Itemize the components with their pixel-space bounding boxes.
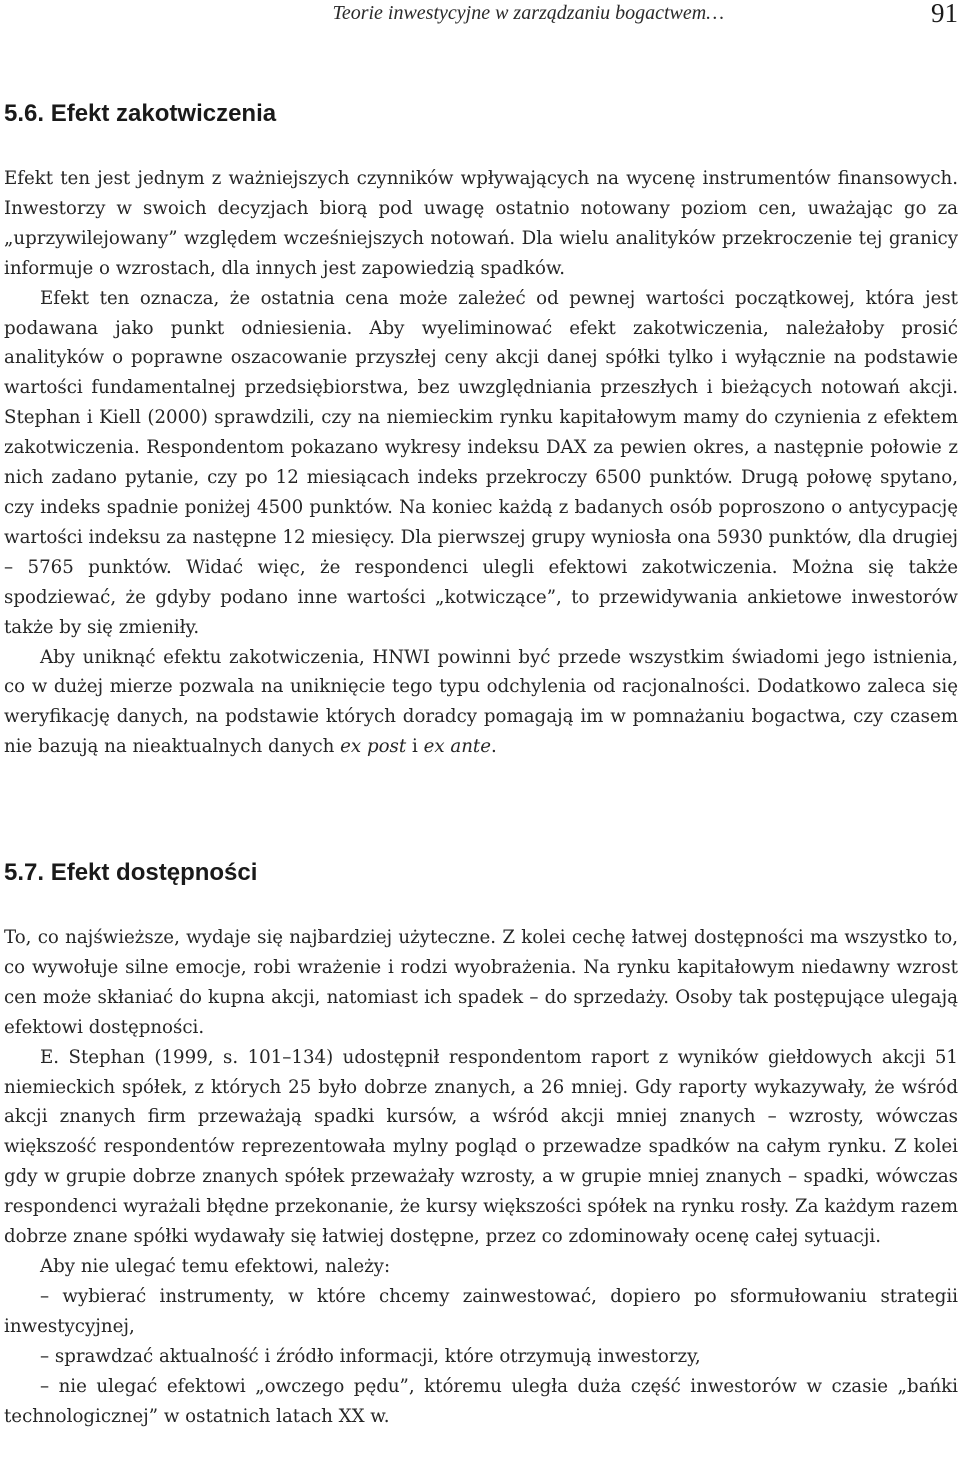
italic-term: ex ante xyxy=(423,736,492,758)
paragraph: E. Stephan (1999, s. 101–134) udostępnił respondentom raport z wyników giełdowych akcji 51 niemieckich spółek, z których 25 było dobrze znanych, a 26 mniej. Gdy raporty wykazywały, że wśród akcji znanych firm przeważają spadki kursów, a wśród akcji mniej znanych – wzrosty, wówczas większość respondentów reprezentowała mylny pogląd o przewadze spadków na całym rynku. Z kolei gdy w grupie dobrze znanych spółek przeważały wzrosty, a w grupie mniej znanych – spadki, wówczas respondenci wyrażali błędne przekonanie, że kursy większości spółek na rynku rosły. Za każdym razem dobrze znane spółki wydawały się łatwiej dostępne, przez co zdominowały ocenę całej sytuacji. xyxy=(4,1046,958,1248)
paragraph: Aby nie ulegać temu efektowi, należy: xyxy=(40,1255,391,1277)
section-heading-anchoring: 5.6. Efekt zakotwiczenia xyxy=(4,100,277,127)
paragraph-text: Aby uniknąć efektu zakotwiczenia, HNWI powinni być przede wszystkim świadomi jego istnienia, co w dużej mierze pozwala na uniknięcie tego typu odchylenia od racjonalności. Dodatkowo zaleca się weryfikację danych, na podstawie których doradcy pomagają im w pomnażaniu bogactwa, czy czasem nie bazują na nieaktualnych danych xyxy=(4,646,958,758)
list-item: – sprawdzać aktualność i źródło informacji, które otrzymują inwestorzy, xyxy=(40,1345,701,1367)
paragraph-text: . xyxy=(491,736,497,758)
page-number: 91 xyxy=(931,0,958,28)
running-title: Teorie inwestycyjne w zarządzaniu bogactwem… xyxy=(332,2,724,24)
section-heading-availability: 5.7. Efekt dostępności xyxy=(4,859,258,886)
running-head xyxy=(0,0,960,36)
list-item: – wybierać instrumenty, w które chcemy zainwestować, dopiero po sformułowaniu strategii inwestycyjnej, xyxy=(4,1285,958,1337)
section-body-anchoring xyxy=(4,164,958,762)
paragraph-text: i xyxy=(406,736,424,758)
list-item: – nie ulegać efektowi „owczego pędu”, któremu uległa duża część inwestorów w czasie „bańki technologicznej” w ostatnich latach XX w. xyxy=(4,1375,958,1427)
italic-term: ex post xyxy=(340,736,407,758)
paragraph: Efekt ten oznacza, że ostatnia cena może zależeć od pewnej wartości początkowej, która jest podawana jako punkt odniesienia. Aby wyeliminować efekt zakotwiczenia, należałoby prosić analityków o poprawne oszacowanie przyszłej ceny akcji danej spółki tylko i wyłącznie na podstawie wartości fundamentalnej przedsiębiorstwa, bez uwzględniania przeszłych i bieżących notowań akcji. Stephan i Kiell (2000) sprawdzili, czy na niemieckim rynku kapitałowym mamy do czynienia z efektem zakotwiczenia. Respondentom pokazano wykresy indeksu DAX za pewien okres, a następnie połowie z nich zadano pytanie, czy po 12 miesiącach indeks przekroczy 6500 punktów. Drugą połowę spytano, czy indeks spadnie poniżej 4500 punktów. Na koniec każdą z badanych osób poproszono o antycypację wartości indeksu za następne 12 miesięcy. Dla pierwszej grupy wyniosła ona 5930 punktów, dla drugiej – 5765 punktów. Widać więc, że respondenci ulegli efektowi zakotwiczenia. Można się także spodziewać, że gdyby podano inne wartości „kotwiczące”, to przewidywania ankietowe inwestorów także by się zmieniły. xyxy=(4,287,958,638)
paragraph: Efekt ten jest jednym z ważniejszych czynników wpływających na wycenę instrumentów finansowych. Inwestorzy w swoich decyzjach biorą pod uwagę ostatnio notowany poziom cen, uważając go za „uprzywilejowany” względem wcześniejszych notowań. Dla wielu analityków przekroczenie tej granicy informuje o wzrostach, dla innych jest zapowiedzią spadków. xyxy=(4,168,958,279)
paragraph: To, co najświeższe, wydaje się najbardziej użyteczne. Z kolei cechę łatwej dostępności ma wszystko to, co wywołuje silne emocje, robi wrażenie i rodzi wyobrażenia. Na rynku kapitałowym niedawny wzrost cen może skłaniać do kupna akcji, natomiast ich spadek – do sprzedaży. Osoby tak postępujące ulegają efektowi dostępności. xyxy=(4,927,958,1038)
paragraph xyxy=(4,643,958,763)
section-body-availability xyxy=(4,923,958,1431)
